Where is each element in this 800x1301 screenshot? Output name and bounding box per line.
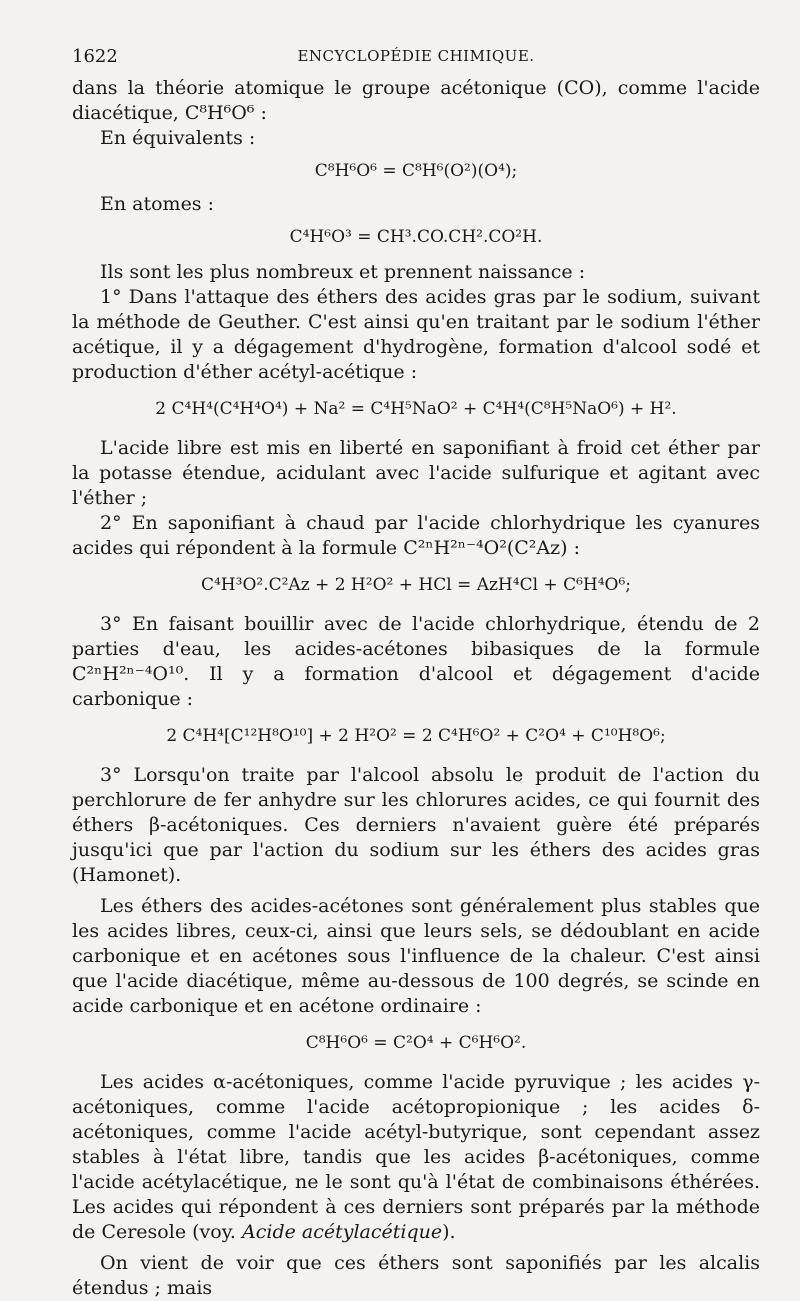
paragraph-stability: Les éthers des acides-acétones sont généralement plus stables que les acides libres, ceux-ci, ainsi que leurs sels, se dédoublant en acide carbonique et en acétones sous l'influence de la chaleur. C'est ainsi que l'acide diacétique, même au-dessous de 100 degrés, se scinde en acide carbonique et en acétone ordinaire :	[72, 895, 760, 1017]
formula-diacetic: C⁸H⁶O⁶ = C²O⁴ + C⁶H⁶O².	[305, 1033, 527, 1053]
paragraph-acetonic-end: ).	[442, 1221, 456, 1243]
paragraph-saponification: On vient de voir que ces éthers sont saponifiés par les alcalis étendus ; mais	[72, 1252, 760, 1299]
paragraph-method-4: 3° Lorsqu'on traite par l'alcool absolu le produit de l'action du perchlorure de fer anhydre sur les chlorures acides, ce qui fournit des éthers β-acétoniques. Ces derniers n'avaient guère été préparés jusqu'ici que par l'action du sodium sur les éthers des acides gras (Hamonet).	[72, 764, 760, 886]
paragraph-method-1: 1° Dans l'attaque des éthers des acides gras par le sodium, suivant la méthode de Geuther. C'est ainsi qu'en traitant par le sodium l'éther acétique, il y a dégagement d'hydrogène, formation d'alcool sodé et production d'éther acétyl-acétique :	[72, 286, 760, 383]
formula-bibasic: 2 C⁴H⁴[C¹²H⁸O¹⁰] + 2 H²O² = 2 C⁴H⁶O² + C²O⁴ + C¹⁰H⁸O⁶;	[166, 726, 666, 746]
formula-atoms: C⁴H⁶O³ = CH³.CO.CH².CO²H.	[289, 227, 543, 247]
paragraph-acetonic-acids	[72, 1070, 760, 1245]
paragraph-origin: Ils sont les plus nombreux et prennent naissance :	[100, 261, 586, 283]
formula-equivalents: C⁸H⁶O⁶ = C⁸H⁶(O²)(O⁴);	[314, 161, 518, 181]
running-head	[72, 44, 760, 70]
header-title: ENCYCLOPÉDIE CHIMIQUE.	[297, 47, 535, 65]
paragraph-intro: dans la théorie atomique le groupe acétonique (CO), comme l'acide diacétique, C⁸H⁶O⁶ :	[72, 77, 760, 124]
paragraph-equivalents: En équivalents :	[100, 127, 256, 149]
formula-sodium: 2 C⁴H⁴(C⁴H⁴O⁴) + Na² = C⁴H⁵NaO² + C⁴H⁴(C⁸H⁵NaO⁶) + H².	[155, 399, 677, 419]
page-number: 1622	[72, 46, 118, 67]
formula-cyanide: C⁴H³O².C²Az + 2 H²O² + HCl = AzH⁴Cl + C⁶H⁴O⁶;	[200, 575, 632, 595]
paragraph-method-2: 2° En saponifiant à chaud par l'acide chlorhydrique les cyanures acides qui répondent à la formule C²ⁿH²ⁿ⁻⁴O²(C²Az) :	[72, 512, 760, 559]
cross-reference: Acide acétylacétique	[242, 1221, 443, 1243]
document-page	[72, 44, 760, 1301]
paragraph-method-3: 3° En faisant bouillir avec de l'acide chlorhydrique, étendu de 2 parties d'eau, les acides-acétones bibasiques de la formule C²ⁿH²ⁿ⁻⁴O¹⁰. Il y a formation d'alcool et dégagement d'acide carbonique :	[72, 613, 760, 710]
paragraph-atoms: En atomes :	[100, 193, 214, 215]
paragraph-free-acid: L'acide libre est mis en liberté en saponifiant à froid cet éther par la potasse étendue, acidulant avec l'acide sulfurique et agitant avec l'éther ;	[72, 437, 760, 509]
paragraph-acetonic-text: Les acides α-acétoniques, comme l'acide pyruvique ; les acides γ-acétoniques, comme l'acide acétopropionique ; les acides δ-acétoniques, comme l'acide acétyl-butyrique, sont cependant assez stables à l'état libre, tandis que les acides β-acétoniques, comme l'acide acétylacétique, ne le sont qu'à l'état de combinaisons éthérées. Les acides qui répondent à ces derniers sont préparés par la méthode de Ceresole (voy.	[72, 1071, 760, 1243]
